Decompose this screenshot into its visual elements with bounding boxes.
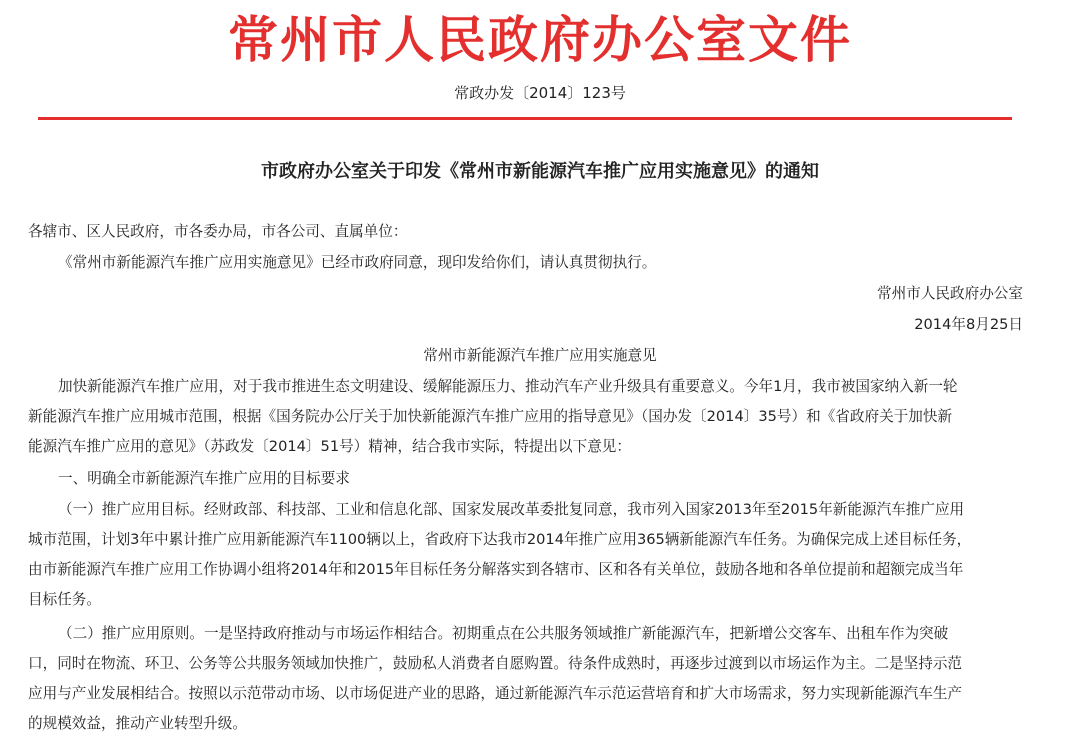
- paragraph-line: 由市新能源汽车推广应用工作协调小组将2014年和2015年目标任务分解落实到各辖市、区和各有关单位，鼓励各地和各单位提前和超额完成当年: [28, 561, 964, 578]
- opinion-title: 常州市新能源汽车推广应用实施意见: [423, 347, 657, 364]
- issuer: 常州市人民政府办公室: [877, 285, 1023, 302]
- paragraph-line: 目标任务。: [28, 591, 101, 608]
- issue-date: 2014年8月25日: [914, 316, 1023, 333]
- paragraph-line: 加快新能源汽车推广应用，对于我市推进生态文明建设、缓解能源压力、推动汽车产业升级具有重要意义。今年1月，我市被国家纳入新一轮: [58, 378, 958, 395]
- paragraph-line: 口，同时在物流、环卫、公务等公共服务领域加快推广，鼓励私人消费者自愿购置。待条件成熟时，再逐步过渡到以市场运作为主。二是坚持示范: [28, 655, 963, 672]
- notice-title: 市政府办公室关于印发《常州市新能源汽车推广应用实施意见》的通知: [261, 161, 819, 182]
- item1-paragraph: [28, 495, 1018, 615]
- red-divider-line: [38, 117, 1012, 120]
- item2-paragraph: [28, 619, 1018, 739]
- paragraph-line: 城市范围，计划3年中累计推广应用新能源汽车1100辆以上，省政府下达我市2014年推广应用365辆新能源汽车任务。为确保完成上述目标任务，: [28, 531, 972, 548]
- document-header-title: 常州市人民政府办公室文件: [228, 11, 852, 69]
- paragraph-line: 能源汽车推广应用的意见》（苏政发〔2014〕51号）精神，结合我市实际，特提出以下意见：: [28, 438, 631, 455]
- addressees: 各辖市、区人民政府，市各委办局，市各公司、直属单位：: [28, 223, 408, 240]
- paragraph-line: （二）推广应用原则。一是坚持政府推动与市场运作相结合。初期重点在公共服务领域推广新能源汽车，把新增公交客车、出租车作为突破: [58, 625, 949, 642]
- paragraph-line: 应用与产业发展相结合。按照以示范带动市场、以市场促进产业的思路，通过新能源汽车示范运营培育和扩大市场需求，努力实现新能源汽车生产: [28, 685, 963, 702]
- intro-paragraph: [28, 372, 1018, 462]
- paragraph-line: 的规模效益，推动产业转型升级。: [28, 715, 247, 732]
- section-heading: 一、明确全市新能源汽车推广应用的目标要求: [58, 470, 350, 487]
- notice-body: 《常州市新能源汽车推广应用实施意见》已经市政府同意，现印发给你们，请认真贯彻执行。: [58, 254, 657, 271]
- paragraph-line: 新能源汽车推广应用城市范围，根据《国务院办公厅关于加快新能源汽车推广应用的指导意见》（国办发〔2014〕35号）和《省政府关于加快新: [28, 408, 953, 425]
- document-number: 常政办发〔2014〕123号: [454, 84, 626, 102]
- paragraph-line: （一）推广应用目标。经财政部、科技部、工业和信息化部、国家发展改革委批复同意，我市列入国家2013年至2015年新能源汽车推广应用: [58, 501, 965, 518]
